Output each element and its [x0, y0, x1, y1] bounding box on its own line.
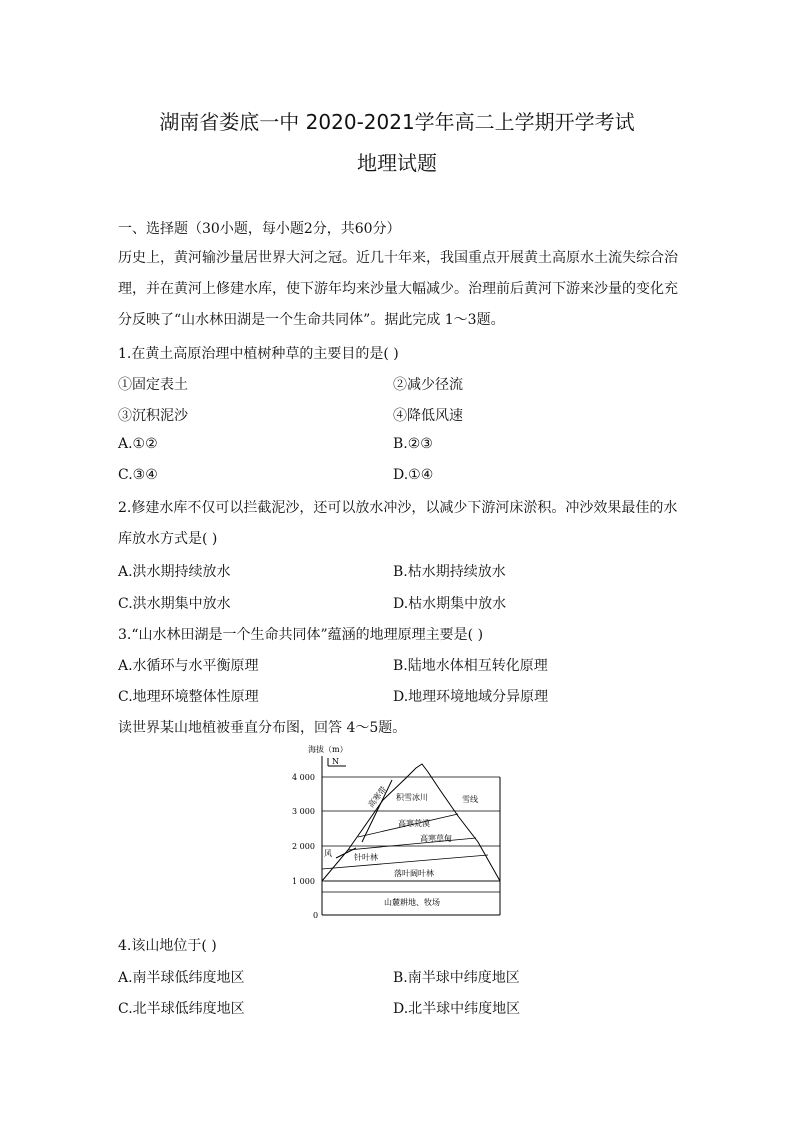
- tick-4000: 4 000: [292, 773, 315, 782]
- q4-option-d: D.北半球中纬度地区: [393, 1001, 521, 1017]
- question-4-stem: 4.该山地位于( ): [118, 938, 217, 954]
- q2-option-d: D.枯水期集中放水: [393, 596, 507, 612]
- q1-item-2: ②减少径流: [393, 377, 463, 393]
- y-axis-label: 海拔（m）: [308, 745, 348, 754]
- q1-option-b: B.②③: [393, 436, 433, 452]
- slope-label: 高寒带: [366, 784, 389, 810]
- page-title: 湖南省娄底一中 2020-2021学年高二上学期开学考试: [159, 110, 635, 134]
- zone-alpine-meadow: 高寒草甸: [420, 834, 452, 843]
- zone-deciduous: 落叶阔叶林: [394, 869, 434, 878]
- wind-label: 风: [324, 849, 332, 858]
- q1-option-d: D.①④: [393, 467, 434, 483]
- q4-option-b: B.南半球中纬度地区: [393, 970, 520, 986]
- q3-option-d: D.地理环境地域分异原理: [393, 689, 549, 705]
- q2-option-b: B.枯水期持续放水: [393, 564, 506, 580]
- vegetation-zone-diagram: [288, 742, 520, 920]
- zone-coniferous: 针叶林: [354, 853, 378, 862]
- page-subtitle: 地理试题: [357, 151, 437, 175]
- q3-option-a: A.水循环与水平衡原理: [118, 658, 259, 674]
- q3-option-c: C.地理环境整体性原理: [118, 689, 259, 705]
- section-heading: 一、选择题（30小题，每小题2分，共60分）: [118, 221, 401, 237]
- question-2-stem: 2.修建水库不仅可以拦截泥沙，还可以放水冲沙，以减少下游河床淤积。冲沙效果最佳的水库放水方式是( ): [118, 500, 678, 547]
- figure-intro: 读世界某山地植被垂直分布图，回答 4～5题。: [118, 720, 407, 736]
- tick-3000: 3 000: [292, 807, 315, 816]
- wind-arrow: [336, 848, 356, 858]
- zone-alpine-desert: 高寒荒漠: [398, 819, 430, 828]
- zone-snow-ice: 积雪冰川: [396, 793, 428, 802]
- q1-item-1: ①固定表土: [118, 377, 188, 393]
- zone-farmland-pasture: 山麓耕地、牧场: [384, 898, 440, 907]
- question-3-stem: 3.“山水林田湖是一个生命共同体”蕴涵的地理原理主要是( ): [118, 627, 484, 643]
- q4-option-a: A.南半球低纬度地区: [118, 970, 245, 986]
- intro-paragraph: 历史上，黄河输沙量居世界大河之冠。近几十年来，我国重点开展黄土高原水土流失综合治理，并在黄河上修建水库，使下游年均来沙量大幅减少。治理前后黄河下游来沙量的变化充分反映了“山水林田湖是一个生命共同体”。据此完成 1～3题。: [118, 250, 678, 328]
- q2-option-a: A.洪水期持续放水: [118, 564, 231, 580]
- tick-0: 0: [313, 911, 319, 920]
- tick-2000: 2 000: [292, 842, 315, 851]
- q1-item-3: ③沉积泥沙: [118, 408, 188, 424]
- snowline-label: 雪线: [462, 795, 478, 804]
- q1-item-4: ④降低风速: [393, 408, 463, 424]
- q1-option-c: C.③④: [118, 467, 158, 483]
- q3-option-b: B.陆地水体相互转化原理: [393, 658, 548, 674]
- tick-1000: 1 000: [292, 877, 315, 886]
- q1-option-a: A.①②: [118, 436, 158, 452]
- q4-option-c: C.北半球低纬度地区: [118, 1001, 245, 1017]
- question-1-stem: 1.在黄土高原治理中植树种草的主要目的是( ): [118, 346, 399, 362]
- q2-option-c: C.洪水期集中放水: [118, 596, 231, 612]
- north-label: N: [332, 757, 339, 766]
